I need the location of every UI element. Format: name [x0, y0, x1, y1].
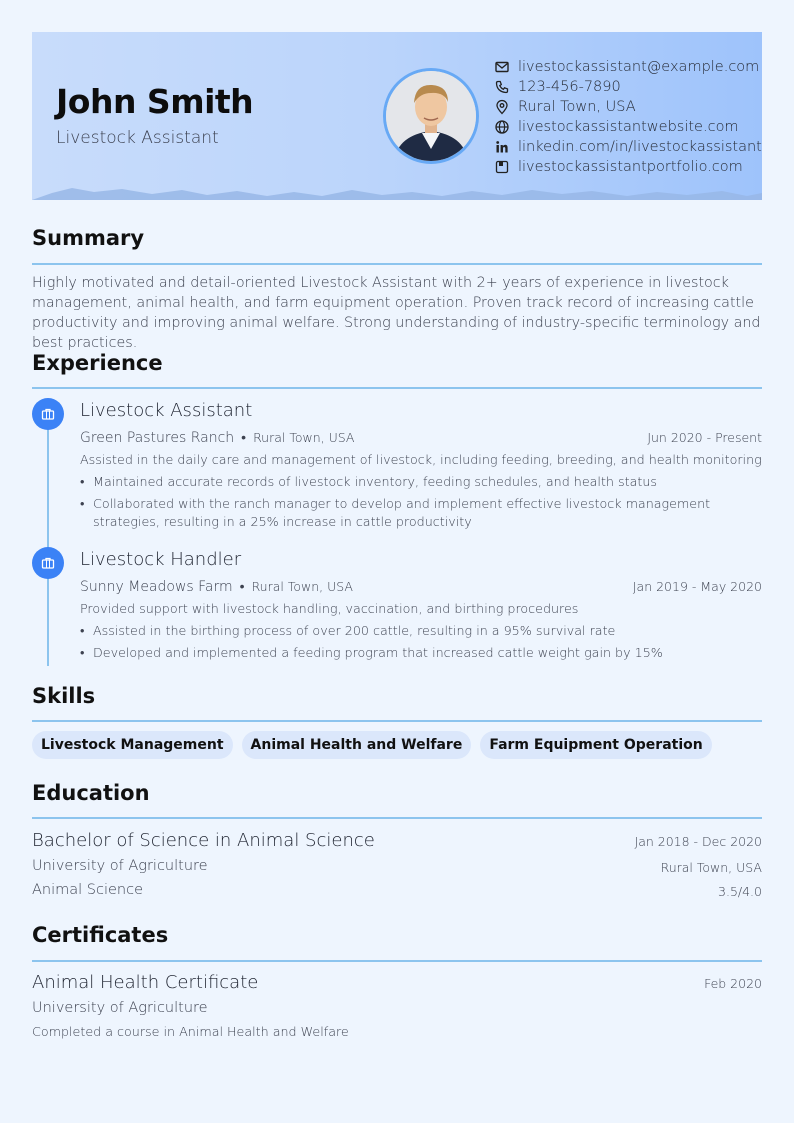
skill-chip: Livestock Management — [32, 731, 233, 759]
contact-location — [494, 97, 762, 117]
skill-chip: Animal Health and Welfare — [242, 731, 472, 759]
education-field: Animal Science — [32, 882, 143, 898]
certificates-divider — [32, 960, 762, 962]
job-2-title: Livestock Handler — [80, 549, 242, 570]
experience-divider — [32, 387, 762, 389]
skills-list — [32, 731, 712, 759]
summary-heading: Summary — [32, 226, 145, 250]
education-dates: Jan 2018 - Dec 2020 — [634, 834, 762, 849]
phone-icon — [494, 79, 510, 95]
certificates-heading: Certificates — [32, 923, 169, 947]
contact-phone[interactable] — [494, 77, 762, 97]
certificate-issuer: University of Agriculture — [32, 1000, 208, 1016]
certificate-description: Completed a course in Animal Health and Welfare — [32, 1024, 349, 1039]
header-mountain-decoration — [32, 184, 762, 200]
linkedin-icon — [494, 139, 510, 155]
job-1-title: Livestock Assistant — [80, 400, 253, 421]
mail-icon — [494, 59, 510, 75]
job-2-company: Sunny Meadows Farm — [80, 579, 233, 595]
resume-header — [32, 32, 762, 200]
job-1-company: Green Pastures Ranch — [80, 430, 235, 446]
job-2-meta — [80, 578, 353, 595]
summary-text: Highly motivated and detail-oriented Livestock Assistant with 2+ years of experience in livestock management, animal health, and farm equipment operation. Proven track record of increasing cattle productivity and improving animal welfare. Strong understanding of industry-specific terminology and best practices. — [32, 275, 761, 351]
contact-email[interactable] — [494, 57, 762, 77]
globe-icon — [494, 119, 510, 135]
job-2-bullet-2: • Developed and implemented a feeding program that increased cattle weight gain by 15% — [80, 644, 760, 662]
contact-email-text: livestockassistant@example.com — [518, 59, 760, 75]
experience-heading: Experience — [32, 351, 163, 375]
briefcase-icon — [41, 556, 55, 570]
meta-separator: • — [241, 430, 247, 446]
experience-timeline — [47, 414, 49, 666]
education-school: University of Agriculture — [32, 858, 208, 874]
job-1-marker — [32, 398, 64, 430]
profile-photo — [383, 68, 479, 164]
contact-portfolio[interactable] — [494, 157, 762, 177]
briefcase-icon — [41, 407, 55, 421]
education-location: Rural Town, USA — [660, 860, 762, 875]
contact-linkedin[interactable] — [494, 137, 762, 157]
contact-portfolio-text: livestockassistantportfolio.com — [518, 159, 743, 175]
skill-chip: Farm Equipment Operation — [480, 731, 711, 759]
contact-phone-text: 123-456-7890 — [518, 79, 621, 95]
education-divider — [32, 817, 762, 819]
certificate-date: Feb 2020 — [704, 976, 762, 991]
contact-website[interactable] — [494, 117, 762, 137]
job-1-bullet-1: • Maintained accurate records of livestock inventory, feeding schedules, and health status — [80, 473, 760, 491]
meta-separator: • — [239, 579, 245, 595]
job-2-description: Provided support with livestock handling, vaccination, and birthing procedures — [80, 601, 579, 616]
skills-heading: Skills — [32, 684, 96, 708]
candidate-role: Livestock Assistant — [56, 128, 219, 148]
skills-divider — [32, 720, 762, 722]
contact-list — [494, 57, 762, 177]
job-2-dates: Jan 2019 - May 2020 — [632, 579, 762, 594]
job-2-bullet-1: • Assisted in the birthing process of over 200 cattle, resulting in a 95% survival rate — [80, 622, 760, 640]
summary-divider — [32, 263, 762, 265]
location-icon — [494, 99, 510, 115]
contact-linkedin-text: linkedin.com/in/livestockassistant — [518, 139, 762, 155]
job-1-description: Assisted in the daily care and management of livestock, including feeding, breeding, and health monitoring — [80, 452, 762, 467]
education-heading: Education — [32, 781, 150, 805]
education-gpa: 3.5/4.0 — [718, 884, 762, 899]
job-1-location: Rural Town, USA — [253, 430, 355, 445]
contact-location-text: Rural Town, USA — [518, 99, 636, 115]
certificate-name: Animal Health Certificate — [32, 972, 259, 993]
education-degree: Bachelor of Science in Animal Science — [32, 830, 375, 851]
portfolio-icon — [494, 159, 510, 175]
job-2-location: Rural Town, USA — [251, 579, 353, 594]
job-1-meta — [80, 429, 354, 446]
job-2-marker — [32, 547, 64, 579]
candidate-name: John Smith — [56, 82, 254, 121]
job-1-bullet-2: • Collaborated with the ranch manager to develop and implement effective livestock management strategies, resulting in a 25% increase in cattle productivity — [80, 495, 760, 531]
job-1-dates: Jun 2020 - Present — [647, 430, 762, 445]
contact-website-text: livestockassistantwebsite.com — [518, 119, 739, 135]
